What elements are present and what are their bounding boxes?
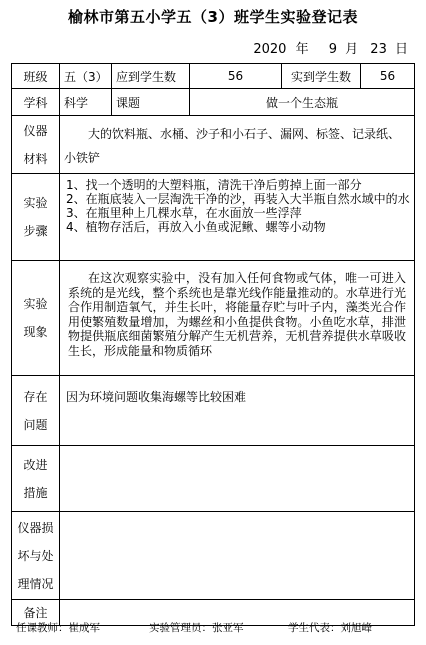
phenomenon-label-line-2: 现象 (23, 325, 48, 339)
materials-label-line-2: 材料 (23, 151, 48, 166)
problem-label-line-1: 存在 (23, 389, 48, 404)
date-year-unit: 年 (295, 42, 309, 57)
steps-label-line-1: 实验 (23, 196, 48, 210)
step-item: 4、植物存活后，再放入小鱼或泥鳅、螺等小动物 (66, 220, 326, 234)
damage-text (60, 512, 415, 600)
row-class (12, 64, 415, 89)
row-subject (12, 89, 415, 116)
expected-count-value: 56 (190, 64, 282, 89)
actual-count-label: 实到学生数 (282, 64, 361, 89)
materials-text: 大的饮料瓶、水桶、沙子和小石子、漏网、标签、记录纸、小铁铲 (60, 116, 415, 174)
date-line (253, 38, 408, 57)
row-problem (12, 376, 415, 446)
phenomenon-label (12, 261, 60, 376)
step-item: 2、在瓶底装入一层淘洗干净的沙，再装入大半瓶自然水域中的水 (66, 192, 410, 206)
actual-count-value: 56 (361, 64, 415, 89)
date-day-unit: 日 (394, 42, 408, 57)
phenomenon-text: 在这次观察实验中，没有加入任何食物或气体，唯一可进入系统的是光线，整个系统也是靠光线作能量推动的。水草进行光合作用制造氧气，并生长叶，将能量存贮与叶子内，藻类光合作用使繁殖数量增加，为螺丝和小鱼提供食物。小鱼吃水草，排泄物提供瓶底细菌繁殖分解产生无机营养，无机营养提供水草吸收生长，形成能量和物质循环 (60, 261, 415, 376)
damage-label-line-2: 坏与处 (17, 548, 54, 563)
improvement-label-line-1: 改进 (23, 457, 48, 472)
teacher-signature: 任课教师：崔成军 (16, 622, 100, 634)
damage-label-line-3: 理情况 (17, 576, 54, 591)
date-month-unit: 月 (345, 42, 359, 57)
date-month: 9 (328, 42, 337, 57)
improvement-label (12, 446, 60, 512)
problem-label-line-2: 问题 (23, 417, 48, 432)
row-steps (12, 174, 415, 261)
topic-value: 做一个生态瓶 (190, 89, 415, 116)
improvement-label-line-2: 措施 (23, 485, 48, 500)
problem-label (12, 376, 60, 446)
subject-label: 学科 (12, 89, 60, 116)
subject-value: 科学 (60, 89, 112, 116)
phenomenon-label-line-1: 实验 (23, 297, 48, 311)
damage-label (12, 512, 60, 600)
step-item: 1、找一个透明的大塑料瓶，清洗干净后剪掉上面一部分 (66, 178, 362, 192)
class-label: 班级 (12, 64, 60, 89)
steps-label (12, 174, 60, 261)
materials-label-line-1: 仪器 (23, 123, 48, 138)
damage-label-line-1: 仪器损 (17, 520, 54, 535)
step-item: 3、在瓶里种上几棵水草，在水面放一些浮萍 (66, 206, 302, 220)
remark-label: 备注 (12, 600, 60, 626)
row-improvement (12, 446, 415, 512)
materials-label (12, 116, 60, 174)
row-damage (12, 512, 415, 600)
date-year: 2020 (253, 42, 287, 57)
row-materials (12, 116, 415, 174)
lab-manager-signature: 实验管理员：张亚军 (149, 622, 244, 634)
steps-label-line-2: 步骤 (23, 224, 48, 238)
date-day: 23 (370, 42, 387, 57)
problem-text: 因为环境问题收集海螺等比较困难 (60, 376, 415, 446)
student-rep-signature: 学生代表：刘旭峰 (288, 622, 372, 634)
steps-list (60, 174, 415, 261)
improvement-text (60, 446, 415, 512)
row-phenomenon (12, 261, 415, 376)
class-value: 五（3） (60, 64, 112, 89)
page-title: 榆林市第五小学五（3）班学生实验登记表 (68, 8, 358, 26)
experiment-record-table (11, 63, 415, 626)
topic-label: 课题 (112, 89, 190, 116)
expected-count-label: 应到学生数 (112, 64, 190, 89)
